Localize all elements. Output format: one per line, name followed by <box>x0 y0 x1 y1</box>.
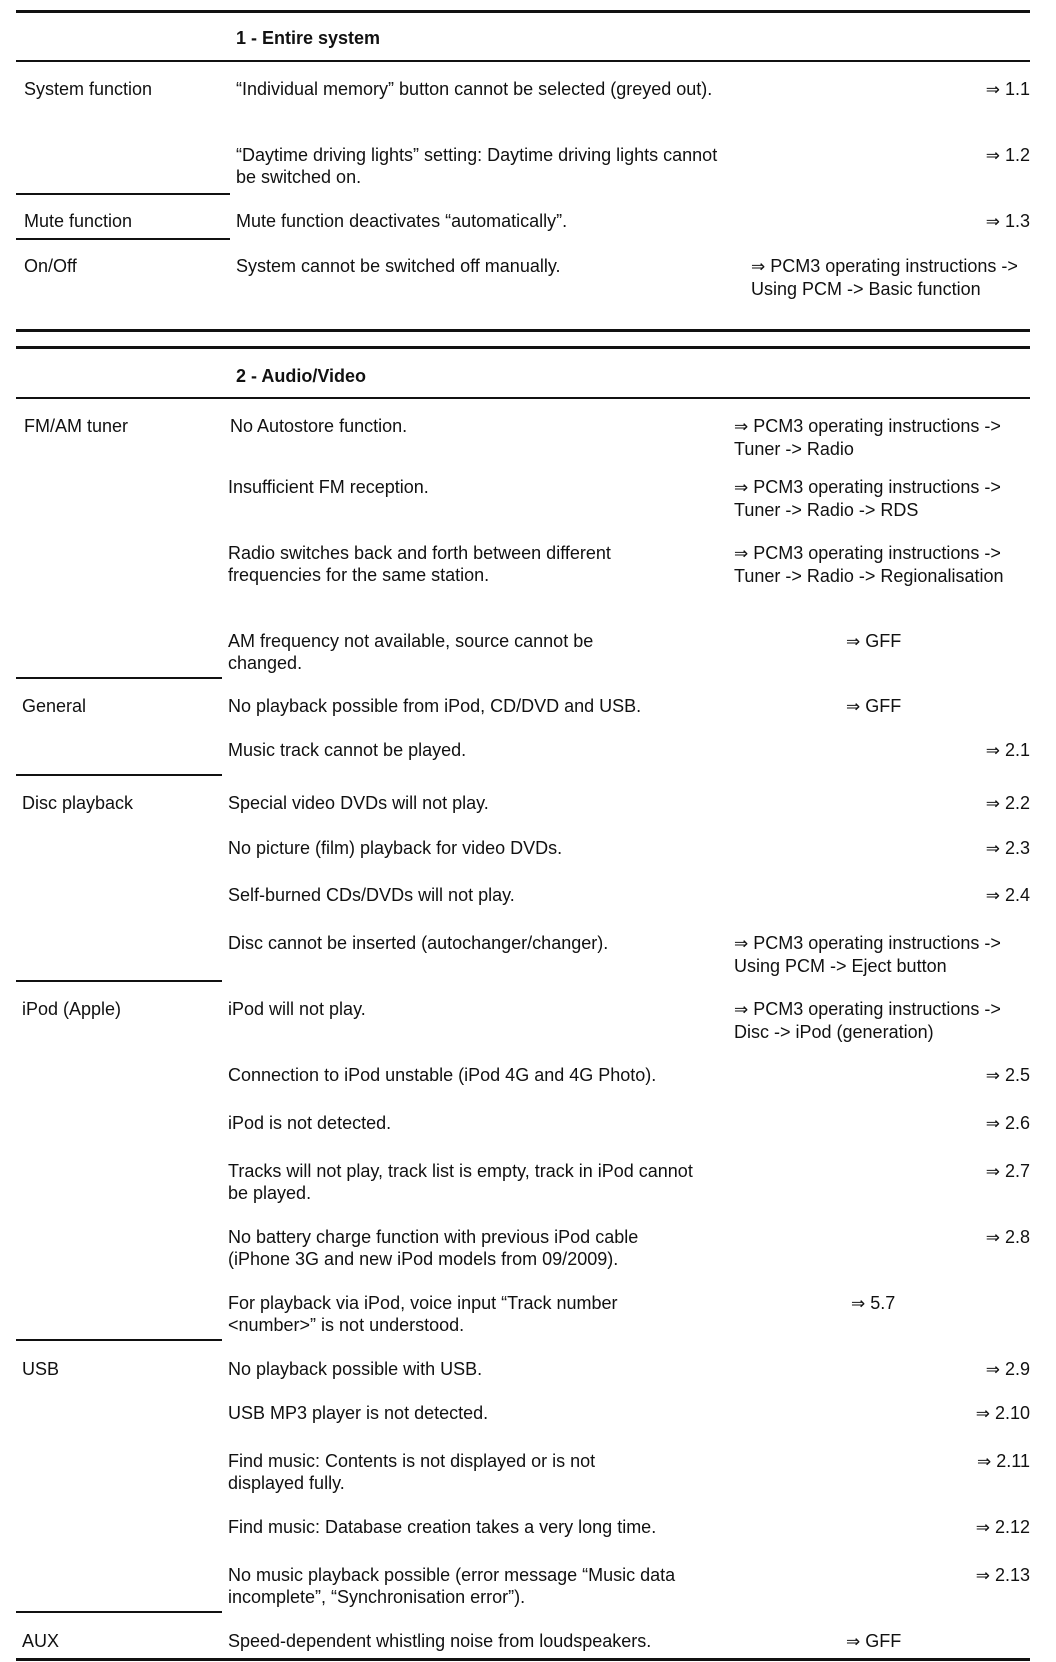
problem-text: For playback via iPod, voice input “Track number <number>” is not understood. <box>228 1293 618 1335</box>
category-divider <box>16 774 222 776</box>
problem-text: Mute function deactivates “automatically”. <box>236 211 568 231</box>
problem-text: Special video DVDs will not play. <box>228 793 489 813</box>
arrow-icon: ⇒ <box>985 1114 1000 1134</box>
problem-text: No playback possible with USB. <box>228 1359 483 1379</box>
reference-link[interactable]: ⇒ GFF <box>846 631 902 652</box>
reference-link[interactable]: ⇒ PCM3 operating instructions -> Disc -> iPod (generation) <box>734 999 1001 1042</box>
problem-text: Self-burned CDs/DVDs will not play. <box>228 885 515 905</box>
arrow-icon: ⇒ <box>751 257 766 277</box>
reference-link[interactable]: ⇒ 2.6 <box>985 1113 1030 1134</box>
arrow-icon: ⇒ <box>734 1000 749 1020</box>
problem-text: Connection to iPod unstable (iPod 4G and 4G Photo). <box>228 1065 657 1085</box>
problem-text: USB MP3 player is not detected. <box>228 1403 489 1423</box>
problem-text: System cannot be switched off manually. <box>236 256 561 276</box>
arrow-icon: ⇒ <box>851 1294 866 1314</box>
arrow-icon: ⇒ <box>846 697 861 717</box>
arrow-icon: ⇒ <box>985 80 1000 100</box>
arrow-icon: ⇒ <box>985 886 1000 906</box>
reference-link[interactable]: ⇒ PCM3 operating instructions -> Using PCM -> Eject button <box>734 933 1001 976</box>
problem-text: Insufficient FM reception. <box>228 477 429 497</box>
arrow-icon: ⇒ <box>985 1228 1000 1248</box>
arrow-icon: ⇒ <box>985 839 1000 859</box>
category-divider <box>16 980 222 982</box>
problem-text: Disc cannot be inserted (autochanger/changer). <box>228 933 609 953</box>
category-label: USB <box>22 1359 60 1379</box>
problem-text: Find music: Contents is not displayed or is not displayed fully. <box>228 1451 596 1493</box>
reference-link[interactable]: ⇒ GFF <box>846 1631 902 1652</box>
top-rule <box>16 10 1030 13</box>
arrow-icon: ⇒ <box>975 1404 990 1424</box>
arrow-icon: ⇒ <box>846 632 861 652</box>
category-label: General <box>22 696 87 716</box>
category-label: AUX <box>22 1631 60 1651</box>
problem-text: “Individual memory” button cannot be selected (greyed out). <box>236 79 713 99</box>
arrow-icon: ⇒ <box>985 1066 1000 1086</box>
category-label: iPod (Apple) <box>22 999 122 1019</box>
reference-link[interactable]: ⇒ PCM3 operating instructions -> Tuner -> Radio -> Regionalisation <box>734 543 1004 586</box>
reference-link[interactable]: ⇒ PCM3 operating instructions -> Using PCM -> Basic function <box>751 256 1018 299</box>
arrow-icon: ⇒ <box>985 1162 1000 1182</box>
arrow-icon: ⇒ <box>734 934 749 954</box>
category-divider <box>16 193 230 195</box>
reference-link[interactable]: ⇒ 2.3 <box>985 838 1030 859</box>
header-rule <box>16 397 1030 399</box>
category-divider <box>16 238 230 240</box>
problem-text: “Daytime driving lights” setting: Daytime driving lights cannot be switched on. <box>236 145 718 187</box>
category-label: Disc playback <box>22 793 134 813</box>
reference-link[interactable]: ⇒ 2.2 <box>985 793 1030 814</box>
arrow-icon: ⇒ <box>985 1360 1000 1380</box>
reference-link[interactable]: ⇒ 1.1 <box>985 79 1030 100</box>
reference-link[interactable]: ⇒ 1.3 <box>985 211 1030 232</box>
arrow-icon: ⇒ <box>734 478 749 498</box>
arrow-icon: ⇒ <box>975 1566 990 1586</box>
category-divider <box>16 677 222 679</box>
category-label: Mute function <box>24 211 133 231</box>
reference-link[interactable]: ⇒ 2.7 <box>985 1161 1030 1182</box>
problem-text: AM frequency not available, source cannot be changed. <box>228 631 594 673</box>
header-rule <box>16 60 1030 62</box>
arrow-icon: ⇒ <box>734 417 749 437</box>
reference-link[interactable]: ⇒ 2.10 <box>975 1403 1030 1424</box>
problem-text: No music playback possible (error message “Music data incomplete”, “Synchronisation error”). <box>228 1565 676 1607</box>
problem-text: Speed-dependent whistling noise from loudspeakers. <box>228 1631 652 1651</box>
reference-link[interactable]: ⇒ 2.8 <box>985 1227 1030 1248</box>
problem-text: Find music: Database creation takes a very long time. <box>228 1517 657 1537</box>
arrow-icon: ⇒ <box>975 1518 990 1538</box>
problem-text: No Autostore function. <box>230 416 408 436</box>
bottom-rule <box>16 1658 1030 1661</box>
reference-link[interactable]: ⇒ 2.1 <box>985 740 1030 761</box>
arrow-icon: ⇒ <box>985 146 1000 166</box>
problem-text: iPod will not play. <box>228 999 366 1019</box>
reference-link[interactable]: ⇒ PCM3 operating instructions -> Tuner -> Radio <box>734 416 1001 459</box>
arrow-icon: ⇒ <box>846 1632 861 1652</box>
section-title: 1 - Entire system <box>236 28 381 48</box>
arrow-icon: ⇒ <box>985 212 1000 232</box>
problem-text: Radio switches back and forth between different frequencies for the same station. <box>228 543 611 585</box>
section-end-rule <box>16 329 1030 332</box>
arrow-icon: ⇒ <box>977 1452 992 1472</box>
reference-link[interactable]: ⇒ 2.9 <box>985 1359 1030 1380</box>
section-start-rule <box>16 346 1030 349</box>
category-divider <box>16 1339 222 1341</box>
problem-text: iPod is not detected. <box>228 1113 392 1133</box>
category-label: FM/AM tuner <box>24 416 129 436</box>
reference-link[interactable]: ⇒ 2.11 <box>977 1451 1030 1472</box>
reference-link[interactable]: ⇒ 5.7 <box>851 1293 896 1314</box>
problem-text: Tracks will not play, track list is empty, track in iPod cannot be played. <box>228 1161 693 1203</box>
problem-text: No battery charge function with previous iPod cable (iPhone 3G and new iPod models from 09/2009). <box>228 1227 639 1269</box>
reference-link[interactable]: ⇒ 2.5 <box>985 1065 1030 1086</box>
problem-text: No playback possible from iPod, CD/DVD and USB. <box>228 696 642 716</box>
category-label: On/Off <box>24 256 77 276</box>
problem-text: No picture (film) playback for video DVDs. <box>228 838 563 858</box>
reference-link[interactable]: ⇒ 2.12 <box>975 1517 1030 1538</box>
section-title: 2 - Audio/Video <box>236 366 367 386</box>
category-divider <box>16 1611 222 1613</box>
arrow-icon: ⇒ <box>734 544 749 564</box>
problem-text: Music track cannot be played. <box>228 740 467 760</box>
reference-link[interactable]: ⇒ 2.4 <box>985 885 1030 906</box>
reference-link[interactable]: ⇒ 1.2 <box>985 145 1030 166</box>
reference-link[interactable]: ⇒ 2.13 <box>975 1565 1030 1586</box>
arrow-icon: ⇒ <box>985 794 1000 814</box>
reference-link[interactable]: ⇒ GFF <box>846 696 902 717</box>
arrow-icon: ⇒ <box>985 741 1000 761</box>
category-label: System function <box>24 79 153 99</box>
reference-link[interactable]: ⇒ PCM3 operating instructions -> Tuner -> Radio -> RDS <box>734 477 1001 520</box>
